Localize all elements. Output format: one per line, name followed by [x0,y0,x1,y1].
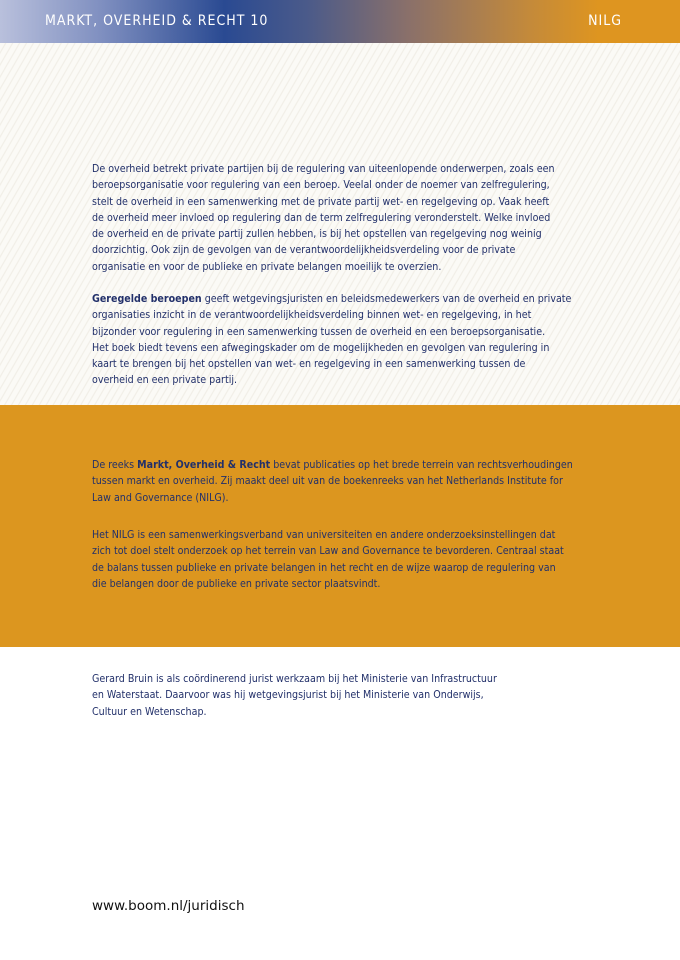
series-name: Markt, Overheid & Recht [137,459,271,471]
series-header-bar [0,0,680,43]
book-title: Geregelde beroepen [92,293,202,305]
book-paragraph: Geregelde beroepen geeft wetgevingsjuristen en beleidsmedewerkers van de overheid en private organisaties inzicht in de verantwoordelijkheidsverdeling binnen wet- en regelgeving, in het bijzonder voor regulering in een samenwerking tussen de overheid en een beroepsorganisatie. Het boek biedt tevens een afwegingskader om de mogelijkheden en gevolgen van regulering in kaart te brengen bij het opstellen van wet- en regelgeving in een samenwerking tussen de overheid en een private partij. [92,293,572,387]
nilg-paragraph: Het NILG is een samenwerkingsverband van universiteiten en andere onderzoeksinstellingen dat zich tot doel stelt onderzoek op het terrein van Law and Governance te bevorderen. Centraal staat de balans tussen publieke en private belangen in het recht en de wijze waarop de regulering van die belangen door de publieke en private sector plaatsvindt. [92,529,564,590]
intro-paragraph: De overheid betrekt private partijen bij de regulering van uiteenlopende onderwerpen, zoals een beroepsorganisatie voor regulering van een beroep. Veelal onder de noemer van zelfregulering, stelt de overheid in een samenwerking met de private partij wet- en regelgeving op. Vaak heeft de overheid meer invloed op regulering dan de term zelfregulering veronderstelt. Welke invloed de overheid en de private partij zullen hebben, is bij het opstellen van regelgeving nog weinig doorzichtig. Ook zijn de gevolgen van de verantwoordelijkheidsverdeling voor de private organisatie en voor de publieke en private belangen moeilijk te overzien. [92,163,555,273]
orange-band [0,405,680,647]
publisher-url[interactable]: www.boom.nl/juridisch [92,898,245,914]
series-title: MARKT, OVERHEID & RECHT 10 [45,13,269,29]
publisher-label: NILG [588,13,622,29]
author-bio: Gerard Bruin is als coördinerend jurist werkzaam bij het Ministerie van Infrastructuur en Waterstaat. Daarvoor was hij wetgevingsjurist bij het Ministerie van Onderwijs, Cultuur en Wetenschap. [92,673,497,718]
series-paragraph: De reeks Markt, Overheid & Recht bevat publicaties op het brede terrein van rechtsverhoudingen tussen markt en overheid. Zij maakt deel uit van de boekenreeks van het Netherlands Institute for Law and Governance (NILG). [92,459,573,504]
